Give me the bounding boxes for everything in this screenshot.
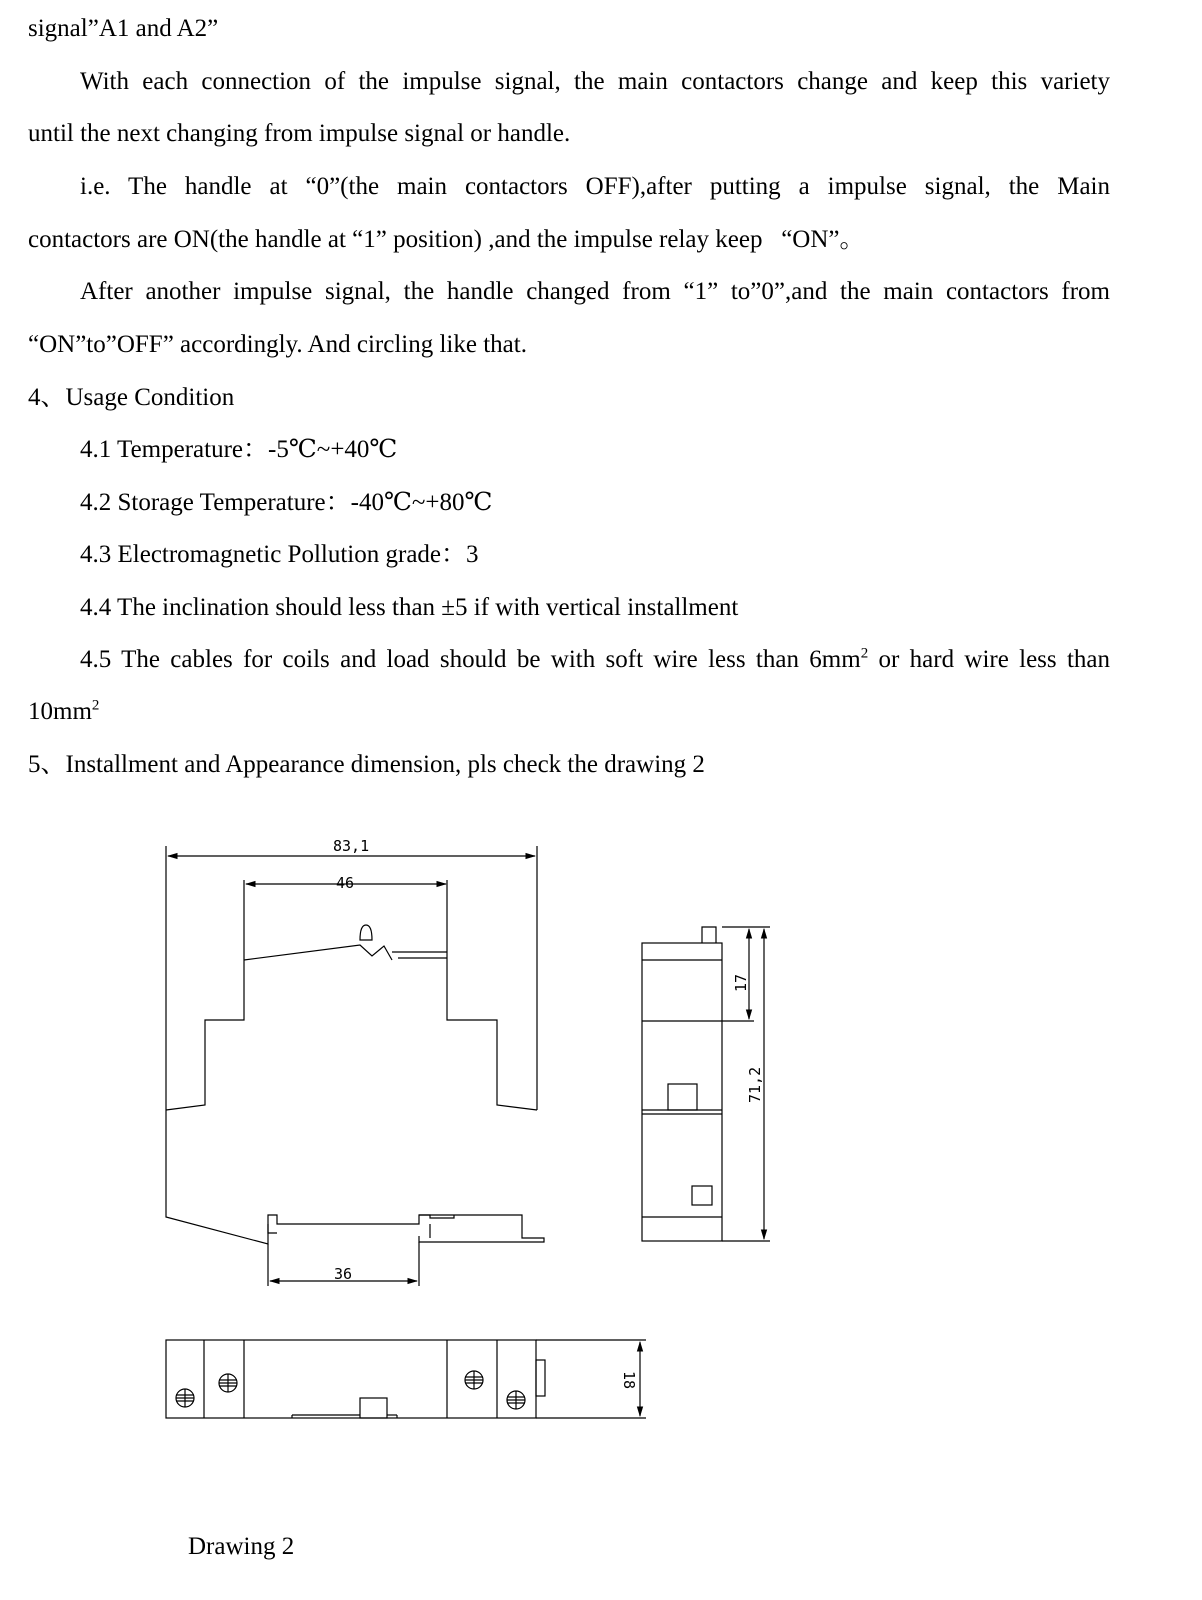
dim-label-rail-width: 36 bbox=[334, 1265, 353, 1283]
dim-label-handle-depth: 17 bbox=[732, 973, 750, 992]
dim-label-total-width: 83,1 bbox=[333, 837, 370, 855]
cables-text-b: or hard wire less than bbox=[868, 646, 1110, 673]
drawing-caption: Drawing 2 bbox=[188, 1533, 295, 1560]
screw-terminal-icon bbox=[507, 1391, 525, 1409]
side-view-indicator-window bbox=[692, 1186, 712, 1205]
cables-superscript-c: 2 bbox=[91, 697, 100, 714]
paragraph-2-line-2: contactors are ON(the handle at “1” position) ,and the impulse relay keep “ON”。 bbox=[28, 226, 865, 253]
text-line-signal: signal”A1 and A2” bbox=[28, 15, 219, 42]
dim-label-total-height: 71,2 bbox=[746, 1066, 764, 1103]
side-view-handle-window bbox=[668, 1084, 697, 1110]
usage-item-temperature: 4.1 Temperature：-5℃~+40℃ bbox=[80, 436, 398, 463]
front-view bbox=[166, 846, 544, 1286]
screw-terminal-icon bbox=[465, 1371, 483, 1389]
dim-label-handle-width: 46 bbox=[336, 874, 355, 892]
paragraph-1-line-2: until the next changing from impulse signal or handle. bbox=[28, 120, 571, 147]
screw-terminal-icon bbox=[219, 1374, 237, 1392]
usage-item-storage-temperature: 4.2 Storage Temperature：-40℃~+80℃ bbox=[80, 489, 493, 516]
cables-text-a: 4.5 The cables for coils and load should be with soft wire less than 6mm bbox=[80, 646, 861, 673]
dim-label-module-width: 18 bbox=[620, 1371, 638, 1390]
cables-superscript-a: 2 bbox=[860, 645, 869, 662]
paragraph-3-line-2: “ON”to”OFF” accordingly. And circling like that. bbox=[28, 331, 527, 358]
section-4-heading: 4、Usage Condition bbox=[28, 384, 235, 411]
top-view bbox=[166, 1340, 646, 1418]
usage-item-inclination: 4.4 The inclination should less than ±5 if with vertical installment bbox=[80, 594, 739, 621]
paragraph-1-line-1: With each connection of the impulse signal, the main contactors change and keep this variety bbox=[80, 68, 1110, 95]
paragraph-3-line-1: After another impulse signal, the handle changed from “1” to”0”,and the main contactors from bbox=[80, 278, 1110, 305]
section-5-heading: 5、Installment and Appearance dimension, pls check the drawing 2 bbox=[28, 751, 705, 778]
paragraph-2-line-1: i.e. The handle at “0”(the main contactors OFF),after putting a impulse signal, the Main bbox=[80, 173, 1110, 200]
screw-terminal-icon bbox=[176, 1389, 194, 1407]
cables-text-c: 10mm bbox=[28, 698, 92, 725]
usage-item-pollution-grade: 4.3 Electromagnetic Pollution grade：3 bbox=[80, 541, 479, 568]
